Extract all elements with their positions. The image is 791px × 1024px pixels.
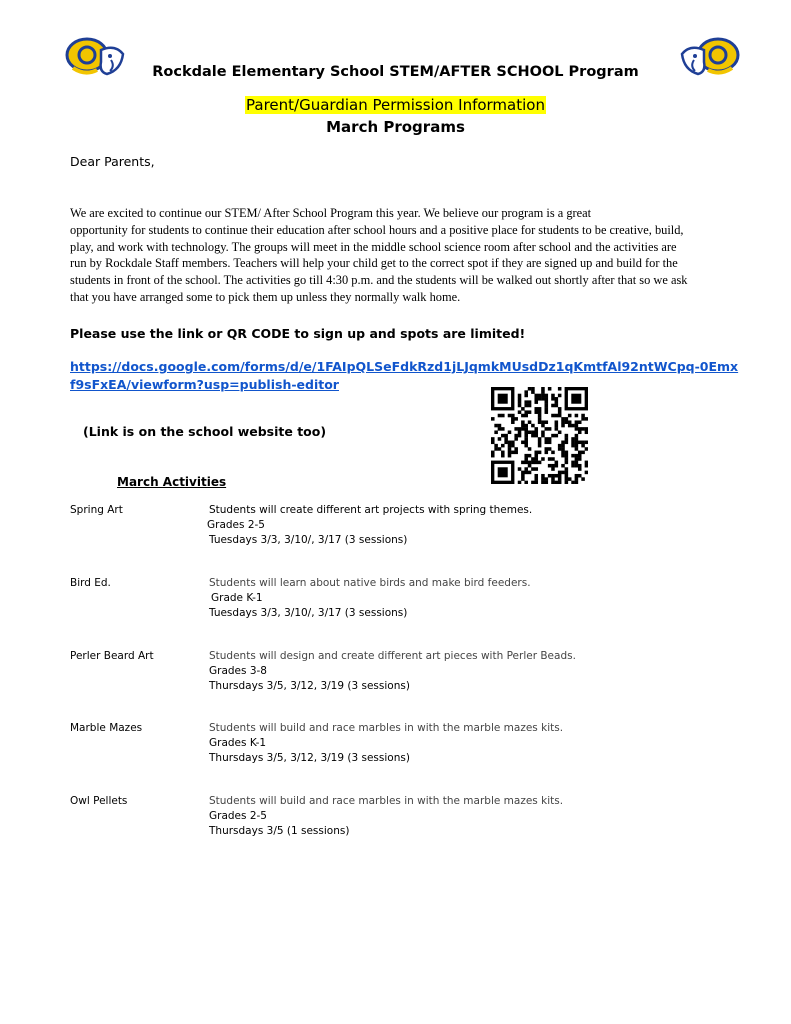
- link-line[interactable]: https://docs.google.com/forms/d/e/1FAIpQLSeFdkRzd1jLJqmkMUsdDz1qKmtfAl92ntWCpq-0Emx: [70, 359, 739, 374]
- activity-grades: Grades 2-5: [207, 519, 265, 531]
- activity-description: Students will build and race marbles in with the marble mazes kits.: [209, 795, 564, 807]
- intro-line: that you have arranged some to pick them up unless they normally walk home.: [70, 289, 461, 304]
- activity-name: Spring Art: [70, 504, 123, 516]
- activity-schedule: Thursdays 3/5, 3/12, 3/19 (3 sessions): [209, 752, 410, 764]
- activity-grades: Grades 2-5: [209, 810, 267, 822]
- program-subtitle: March Programs: [326, 118, 465, 136]
- intro-line: students in front of the school. The activities go till 4:30 p.m. and the students will be walked out shortly after that so we ask: [70, 273, 688, 288]
- activity-schedule: Thursdays 3/5, 3/12, 3/19 (3 sessions): [209, 680, 410, 692]
- activity-name: Perler Beard Art: [70, 650, 154, 662]
- intro-line: run by Rockdale Staff members. Teachers will help your child get to the correct spot if they are signed up and build for the: [70, 256, 678, 271]
- activity-grades: Grades K-1: [209, 737, 267, 749]
- activities-heading: March Activities: [117, 475, 227, 489]
- signup-form-link[interactable]: [70, 358, 738, 393]
- activity-description: Students will create different art projects with spring themes.: [209, 504, 533, 516]
- school-title: Rockdale Elementary School STEM/AFTER SCHOOL Program: [152, 64, 639, 80]
- intro-line: opportunity for students to continue their education after school hours and a positive place for students to be creative, build,: [70, 222, 684, 237]
- activity-description: Students will design and create different art pieces with Perler Beads.: [209, 650, 576, 662]
- activity-name: Bird Ed.: [70, 577, 111, 589]
- link-line[interactable]: f9sFxEA/viewform?usp=publish-editor: [70, 376, 339, 392]
- activity-details: [209, 721, 563, 766]
- activity-grades: Grade K-1: [211, 592, 263, 604]
- activity-schedule: Tuesdays 3/3, 3/10/, 3/17 (3 sessions): [209, 534, 408, 546]
- activity-schedule: Thursdays 3/5 (1 sessions): [209, 825, 350, 837]
- activity-description: Students will learn about native birds and make bird feeders.: [209, 577, 531, 589]
- activity-details: [209, 649, 576, 694]
- intro-line: We are excited to continue our STEM/ After School Program this year. We believe our program is a great: [70, 206, 592, 220]
- activity-schedule: Tuesdays 3/3, 3/10/, 3/17 (3 sessions): [209, 607, 408, 619]
- activity-name: Marble Mazes: [70, 722, 143, 734]
- permission-subtitle: Parent/Guardian Permission Information: [246, 96, 545, 114]
- activity-details: [209, 576, 531, 621]
- activity-details: [209, 794, 563, 839]
- greeting: Dear Parents,: [70, 154, 155, 169]
- intro-paragraph: [70, 205, 730, 306]
- activity-grades: Grades 3-8: [209, 665, 267, 677]
- signup-instruction: Please use the link or QR CODE to sign up and spots are limited!: [70, 326, 526, 341]
- link-note: (Link is on the school website too): [83, 424, 327, 439]
- intro-line: play, and work with technology. The groups will meet in the middle school science room after school and the activities are: [70, 239, 677, 254]
- activity-name: Owl Pellets: [70, 795, 128, 807]
- activity-description: Students will build and race marbles in with the marble mazes kits.: [209, 722, 564, 734]
- activity-details: [209, 503, 532, 548]
- qr-code-icon[interactable]: [491, 387, 588, 484]
